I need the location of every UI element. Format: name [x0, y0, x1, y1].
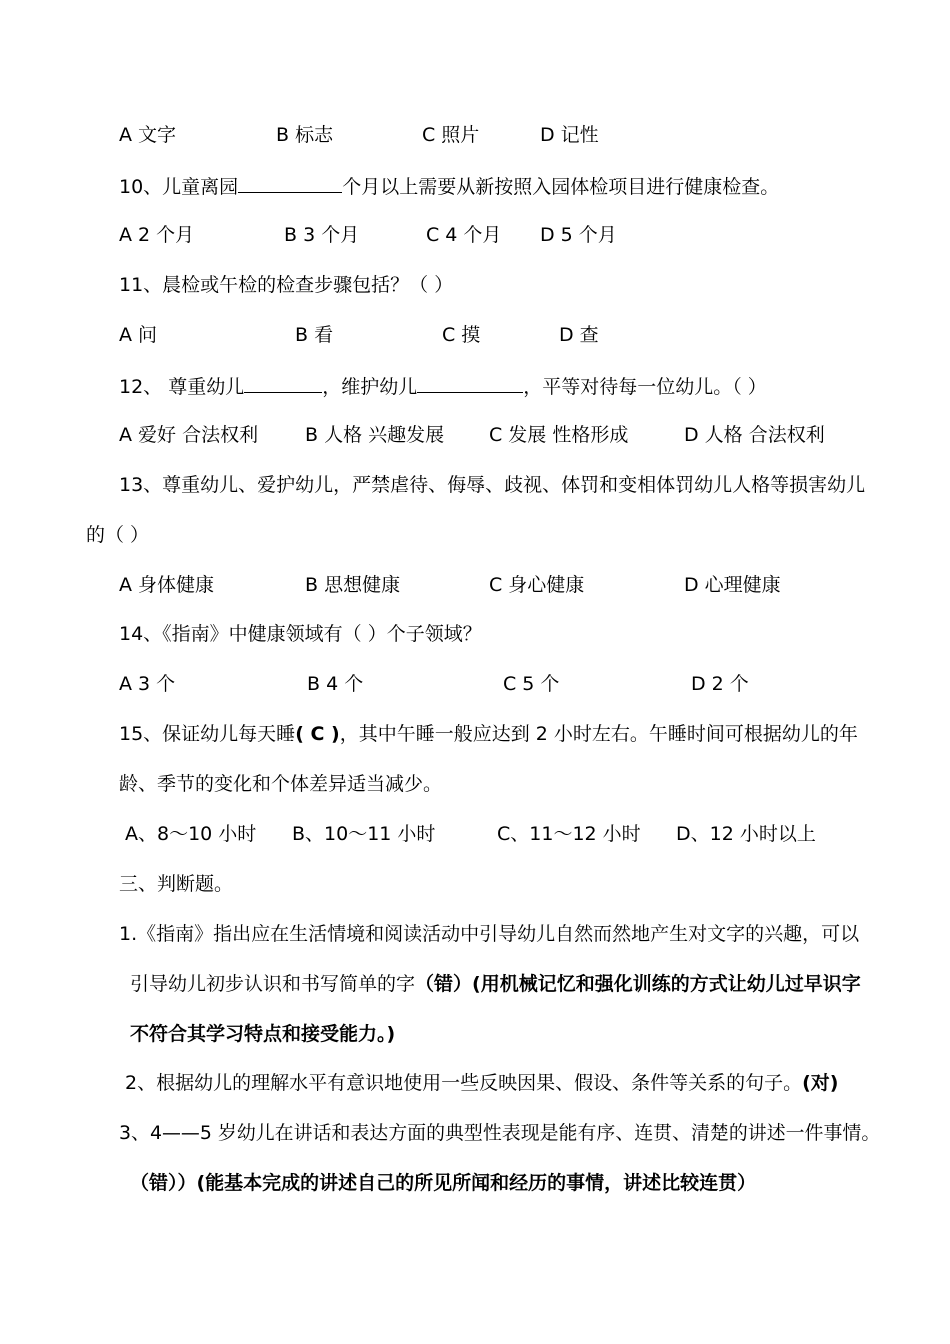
q14-option-b: B 4 个 [307, 673, 364, 695]
q11-option-b: B 看 [295, 324, 334, 346]
q15-option-c: C、11～12 小时 [497, 823, 641, 845]
q12-mid: ，维护幼儿 [322, 376, 418, 398]
q12-blank-2 [417, 372, 523, 393]
q9-option-d: D 记性 [540, 124, 599, 146]
q13-option-a: A 身体健康 [119, 574, 215, 596]
judgment-2-answer: (对) [802, 1072, 839, 1094]
q9-option-b: B 标志 [276, 124, 334, 146]
judgment-1-text: 引导幼儿初步认识和书写简单的字 [130, 973, 416, 995]
q14-option-a: A 3 个 [119, 673, 176, 695]
q12-option-d: D 人格 合法权利 [684, 424, 825, 446]
q12-suffix: ，平等对待每一位幼儿。（ ） [523, 376, 767, 398]
q14-option-d: D 2 个 [691, 673, 749, 695]
judgment-2-text: 2、根据幼儿的理解水平有意识地使用一些反映因果、假设、条件等关系的句子。 [125, 1072, 803, 1094]
q14-option-c: C 5 个 [503, 673, 560, 695]
judgment-3-answer: （错））(能基本完成的讲述自己的所见所闻和经历的事情，讲述比较连贯） [130, 1172, 757, 1194]
question-10 [119, 172, 779, 200]
question-14: 14、《指南》中健康领域有（ ）个子领域？ [119, 623, 482, 645]
q12-option-c: C 发展 性格形成 [489, 424, 629, 446]
q11-option-c: C 摸 [442, 324, 481, 346]
q12-blank-1 [244, 372, 322, 393]
question-15-line2: 龄、季节的变化和个体差异适当减少。 [119, 773, 443, 795]
q15-option-b: B、10～11 小时 [292, 823, 436, 845]
q11-option-d: D 查 [559, 324, 599, 346]
q13-option-c: C 身心健康 [489, 574, 585, 596]
q13-option-b: B 思想健康 [305, 574, 401, 596]
question-13-line1: 13、尊重幼儿、爱护幼儿，严禁虐待、侮辱、歧视、体罚和变相体罚幼儿人格等损害幼儿 [119, 474, 866, 496]
judgment-1-answer: （错）(用机械记忆和强化训练的方式让幼儿过早识字 [415, 973, 861, 995]
section-3-title: 三、判断题。 [119, 873, 234, 895]
question-12 [119, 372, 767, 400]
judgment-3-line1: 3、4——5 岁幼儿在讲话和表达方面的典型性表现是能有序、连贯、清楚的讲述一件事情。 [119, 1122, 881, 1144]
q10-prefix: 10、儿童离园 [119, 176, 239, 198]
question-13-line2: 的（ ） [86, 524, 150, 546]
q13-option-d: D 心理健康 [684, 574, 781, 596]
q15-option-d: D、12 小时以上 [676, 823, 816, 845]
question-11: 11、晨检或午检的检查步骤包括？（ ） [119, 274, 454, 296]
q10-option-b: B 3 个月 [284, 224, 360, 246]
judgment-1-line1: 1.《指南》指出应在生活情境和阅读活动中引导幼儿自然而然地产生对文字的兴趣，可以 [119, 923, 860, 945]
q15-suffix: ，其中午睡一般应达到 2 小时左右。午睡时间可根据幼儿的年 [339, 723, 858, 745]
judgment-1-line2 [130, 971, 861, 997]
q10-blank [238, 172, 342, 193]
judgment-2 [125, 1070, 838, 1096]
q9-option-a: A 文字 [119, 124, 177, 146]
q10-option-a: A 2 个月 [119, 224, 195, 246]
q9-option-c: C 照片 [422, 124, 480, 146]
q10-option-c: C 4 个月 [426, 224, 502, 246]
q12-option-a: A 爱好 合法权利 [119, 424, 259, 446]
q10-option-d: D 5 个月 [540, 224, 617, 246]
question-15-line1 [119, 721, 858, 747]
q10-suffix: 个月以上需要从新按照入园体检项目进行健康检查。 [342, 176, 780, 198]
q15-option-a: A、8～10 小时 [125, 823, 257, 845]
judgment-1-line3: 不符合其学习特点和接受能力。) [130, 1023, 396, 1045]
q12-option-b: B 人格 兴趣发展 [305, 424, 445, 446]
q12-prefix: 12、 尊重幼儿 [119, 376, 245, 398]
q15-answer: ( C ) [295, 723, 340, 745]
q15-prefix: 15、保证幼儿每天睡 [119, 723, 296, 745]
q11-option-a: A 问 [119, 324, 158, 346]
